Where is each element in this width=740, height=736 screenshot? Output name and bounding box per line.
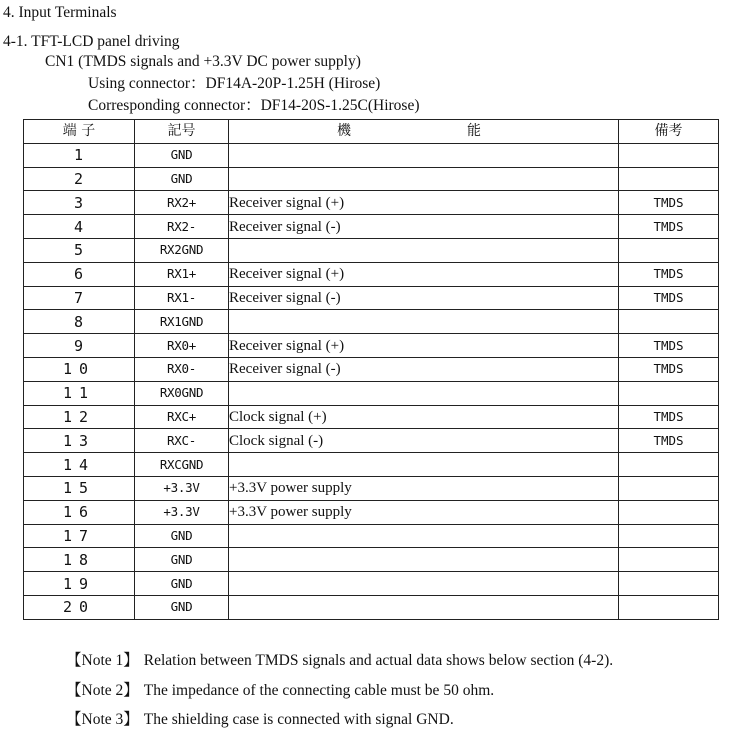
note-3 [66,711,454,729]
remarks-cell [619,167,719,191]
table-row [24,238,719,262]
function-cell [229,524,619,548]
symbol-cell: RXC+ [135,405,229,429]
table-row [24,286,719,310]
function-cell: Receiver signal (+) [229,262,619,286]
function-cell: Receiver signal (-) [229,286,619,310]
header-pin: 端 子 [24,120,135,144]
symbol-cell: GND [135,167,229,191]
pin-cell: 7 [24,286,135,310]
remarks-cell [619,524,719,548]
remarks-cell [619,381,719,405]
symbol-cell: RXCGND [135,453,229,477]
remarks-cell [619,500,719,524]
symbol-cell: +3.3V [135,500,229,524]
table-row [24,524,719,548]
header-function [229,120,619,144]
function-cell: Clock signal (-) [229,429,619,453]
symbol-cell: GND [135,548,229,572]
symbol-cell: RX2+ [135,191,229,215]
table-row [24,453,719,477]
symbol-cell: RX1- [135,286,229,310]
pin-cell: 12 [24,405,135,429]
remarks-cell [619,476,719,500]
table-row [24,334,719,358]
symbol-cell: RX2GND [135,238,229,262]
header-symbol: 記号 [135,120,229,144]
remarks-cell [619,453,719,477]
function-cell [229,310,619,334]
note-2 [66,682,494,700]
table-row [24,476,719,500]
remarks-cell: TMDS [619,357,719,381]
remarks-cell: TMDS [619,191,719,215]
remarks-cell: TMDS [619,405,719,429]
section-heading: 4. Input Terminals [3,4,117,21]
pin-cell: 2 [24,167,135,191]
pin-cell: 3 [24,191,135,215]
table-row [24,500,719,524]
symbol-cell: GND [135,572,229,596]
corresponding-connector: Corresponding connector：DF14-20S-1.25C(Hirose) [88,97,420,114]
symbol-cell: RX1GND [135,310,229,334]
function-cell [229,167,619,191]
pin-cell: 13 [24,429,135,453]
note-3-text: The shielding case is connected with signal GND. [143,711,454,728]
table-header-row [24,120,719,144]
symbol-cell: +3.3V [135,476,229,500]
table-row [24,381,719,405]
function-cell: +3.3V power supply [229,476,619,500]
pin-cell: 4 [24,215,135,239]
function-cell: Receiver signal (-) [229,215,619,239]
note-1 [66,652,613,670]
pin-cell: 19 [24,572,135,596]
header-function-part2: 能 [467,123,481,140]
pin-cell: 15 [24,476,135,500]
table-row [24,429,719,453]
remarks-cell: TMDS [619,286,719,310]
remarks-cell [619,143,719,167]
header-remarks: 備考 [619,120,719,144]
symbol-cell: RXC- [135,429,229,453]
using-connector: Using connector：DF14A-20P-1.25H (Hirose) [88,75,381,92]
symbol-cell: RX0- [135,357,229,381]
function-cell: Receiver signal (+) [229,191,619,215]
remarks-cell [619,238,719,262]
remarks-cell: TMDS [619,334,719,358]
function-cell [229,381,619,405]
symbol-cell: RX0+ [135,334,229,358]
pin-assignment-table [23,119,719,620]
symbol-cell: GND [135,595,229,619]
symbol-cell: GND [135,524,229,548]
function-cell [229,453,619,477]
note-1-text: Relation between TMDS signals and actual data shows below section (4-2). [143,652,614,669]
remarks-cell [619,548,719,572]
function-cell: Clock signal (+) [229,405,619,429]
note-1-tag: 【Note 1】 [66,652,139,669]
connector-description: CN1 (TMDS signals and +3.3V DC power supply) [45,53,361,70]
table-row [24,167,719,191]
pin-cell: 8 [24,310,135,334]
table-row [24,262,719,286]
table-row [24,548,719,572]
table-row [24,215,719,239]
remarks-cell: TMDS [619,262,719,286]
pin-cell: 9 [24,334,135,358]
pin-cell: 6 [24,262,135,286]
table-row [24,310,719,334]
table-row [24,357,719,381]
symbol-cell: RX2- [135,215,229,239]
table-row [24,572,719,596]
function-cell: Receiver signal (-) [229,357,619,381]
remarks-cell: TMDS [619,215,719,239]
pin-cell: 10 [24,357,135,381]
pin-cell: 14 [24,453,135,477]
symbol-cell: RX0GND [135,381,229,405]
symbol-cell: GND [135,143,229,167]
remarks-cell [619,572,719,596]
note-2-text: The impedance of the connecting cable must be 50 ohm. [143,682,495,699]
pin-cell: 20 [24,595,135,619]
remarks-cell [619,310,719,334]
function-cell [229,238,619,262]
symbol-cell: RX1+ [135,262,229,286]
pin-cell: 18 [24,548,135,572]
function-cell [229,572,619,596]
table-row [24,595,719,619]
remarks-cell [619,595,719,619]
function-cell: +3.3V power supply [229,500,619,524]
pin-cell: 17 [24,524,135,548]
table-row [24,405,719,429]
pin-cell: 16 [24,500,135,524]
table-row [24,191,719,215]
function-cell [229,143,619,167]
header-function-part1: 機 [337,123,351,140]
pin-cell: 1 [24,143,135,167]
function-cell: Receiver signal (+) [229,334,619,358]
function-cell [229,548,619,572]
remarks-cell: TMDS [619,429,719,453]
function-cell [229,595,619,619]
note-2-tag: 【Note 2】 [66,682,139,699]
pin-cell: 5 [24,238,135,262]
table-row [24,143,719,167]
note-3-tag: 【Note 3】 [66,711,139,728]
pin-cell: 11 [24,381,135,405]
subsection-heading: 4-1. TFT-LCD panel driving [3,33,180,50]
